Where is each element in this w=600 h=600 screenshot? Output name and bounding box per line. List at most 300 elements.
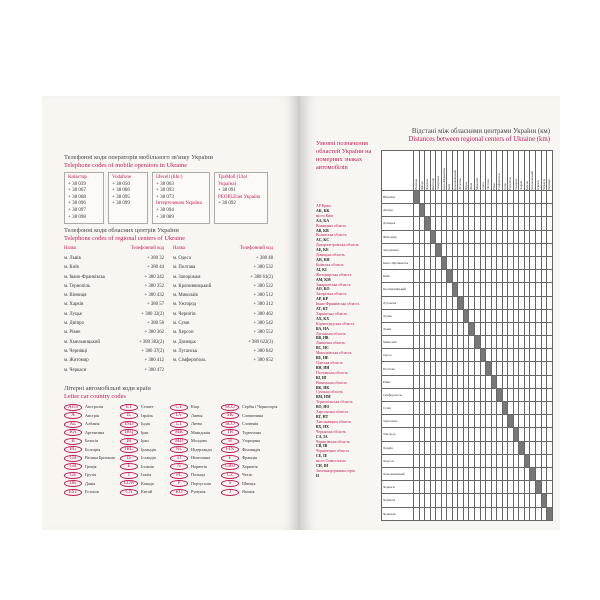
distance-row	[382, 388, 553, 401]
city-code: + 380 652	[253, 358, 273, 364]
country-code-item	[64, 463, 96, 472]
distance-cell	[547, 191, 553, 204]
row-city: Тернопіль	[382, 415, 414, 428]
country-code-item	[64, 429, 104, 438]
country-code: NL	[170, 446, 188, 453]
country-name: Фінляндія	[242, 446, 261, 452]
row-city: Луцьк	[382, 309, 414, 322]
operator-code: + 38 091	[218, 188, 236, 194]
city-code: + 380 342	[144, 274, 164, 280]
column-city: Донецьк	[425, 179, 430, 190]
country-code-item	[120, 471, 151, 480]
row-city: Сімферополь	[382, 388, 414, 401]
region-codes: CH, IH	[316, 464, 329, 469]
region-name: Черкаська область	[316, 429, 346, 434]
regional-row	[173, 328, 273, 337]
distance-cell	[547, 454, 553, 467]
distance-row	[382, 217, 553, 230]
distance-row	[382, 270, 553, 283]
country-code-item	[170, 488, 205, 497]
regional-row	[173, 291, 273, 300]
country-name: Канада	[141, 480, 154, 486]
city-code: + 380 37(2)	[141, 348, 164, 354]
regional-list-right	[173, 254, 273, 366]
distance-row	[382, 204, 553, 217]
country-code-item	[120, 403, 154, 412]
row-city: Рівне	[382, 375, 414, 388]
city-name: м. Донецьк	[173, 339, 196, 345]
country-code-item	[120, 446, 156, 455]
region-codes: BA, HA	[316, 326, 329, 331]
country-name: Аргентина	[85, 429, 105, 435]
distance-row	[382, 507, 553, 520]
regional-row	[173, 310, 273, 319]
city-code: + 380 312	[253, 302, 273, 308]
distance-cell	[547, 270, 553, 283]
distance-cell	[547, 336, 553, 349]
country-code-item	[64, 403, 103, 412]
col-code: Телефонний код	[130, 246, 164, 251]
country-code-item	[221, 454, 257, 463]
plate-item	[316, 449, 359, 459]
distance-cell	[547, 362, 553, 375]
row-city: Черкаси	[382, 481, 414, 494]
operator-name: PEOPLEnet Україна	[218, 194, 261, 200]
column-city: Одеса	[480, 182, 485, 190]
plate-item	[316, 361, 359, 371]
distance-row	[382, 309, 553, 322]
region-name: Запорізька область	[316, 292, 347, 297]
plate-item	[316, 430, 359, 440]
country-name: Норвегія	[191, 463, 207, 469]
row-city: Херсон	[382, 454, 414, 467]
country-code: CN	[120, 489, 138, 496]
regional-title-ua: Телефонні коди обласних центрів України	[64, 227, 179, 234]
region-name: Донецька область	[316, 253, 345, 258]
region-codes: BK, HK	[316, 385, 330, 390]
distance-cell	[547, 375, 553, 388]
region-name: Чернігівська область	[316, 439, 350, 444]
country-code: AUS	[64, 404, 82, 411]
column-city: Миколаїв	[475, 177, 480, 190]
city-name: м. Ужгород	[173, 302, 197, 308]
region-codes: CE, IE	[316, 454, 328, 459]
city-code: + 380 44	[146, 265, 164, 271]
region-name: Хмельницька область	[316, 419, 352, 424]
regional-row	[173, 273, 273, 282]
region-codes: AT, KT	[316, 307, 329, 312]
city-name: м. Черкаси	[64, 367, 87, 373]
country-code: GE	[64, 472, 82, 479]
corner-cell	[382, 151, 414, 191]
regional-header-left	[64, 244, 164, 254]
country-code-item	[221, 480, 255, 489]
row-city: Хмельницький	[382, 467, 414, 480]
region-codes: BT, HT	[316, 414, 329, 419]
country-name: Румунія	[191, 489, 206, 494]
distance-row	[382, 336, 553, 349]
distance-cell	[547, 481, 553, 494]
country-name: Естонія	[85, 489, 99, 494]
country-name: Угорщина	[242, 438, 260, 443]
region-codes: II	[316, 473, 319, 478]
country-code-item	[64, 420, 99, 429]
country-code: EST	[64, 489, 82, 496]
operator-box	[152, 172, 210, 224]
column-city: Запоріжжя	[436, 176, 441, 190]
country-code-item	[221, 429, 261, 438]
regional-row	[173, 254, 273, 263]
country-name: Молдова	[191, 438, 207, 443]
country-code: A	[64, 412, 82, 419]
plate-item	[316, 322, 359, 332]
city-name: м. Суми	[173, 321, 190, 327]
region-name: Полтавська область	[316, 370, 348, 375]
country-name: Македонія	[191, 429, 210, 435]
country-name: Велика Британія	[85, 455, 115, 460]
country-code: P	[170, 480, 188, 487]
regional-row	[64, 273, 164, 282]
regional-row	[173, 347, 273, 356]
city-code: + 380 552	[253, 330, 273, 336]
region-codes: BC, HC	[316, 346, 329, 351]
plate-item	[316, 224, 359, 234]
country-code-item	[64, 471, 96, 480]
plate-item	[316, 440, 359, 450]
country-code-item	[120, 488, 152, 497]
column-header	[547, 151, 553, 191]
country-code: CRO	[221, 463, 239, 470]
country-code: I	[120, 472, 138, 479]
country-name: Сербія і Чорногорія	[242, 404, 278, 409]
regional-list-left	[64, 254, 164, 375]
country-code-item	[170, 437, 207, 446]
region-name: Миколаївська область	[316, 351, 352, 356]
country-code: GR	[64, 463, 82, 470]
country-code-item	[64, 437, 98, 446]
plate-item	[316, 292, 359, 302]
region-codes: AK, KK	[316, 208, 330, 213]
country-code-item	[120, 454, 156, 463]
plate-item	[316, 469, 359, 479]
city-name: м. Львів	[64, 256, 81, 261]
country-name: Польща	[191, 472, 206, 477]
country-code-item	[221, 437, 260, 446]
distance-cell	[547, 428, 553, 441]
regional-row	[173, 356, 273, 365]
country-name: Португалія	[191, 480, 211, 486]
row-city: Київ	[382, 270, 414, 283]
city-name: м. Вінниця	[64, 293, 87, 299]
regional-row	[173, 338, 273, 347]
operator-name: lifecell (life:)	[156, 175, 183, 180]
distance-cell	[547, 283, 553, 296]
distance-cell	[547, 256, 553, 269]
row-city: Івано-Франківськ	[382, 256, 414, 269]
country-code: LV	[170, 412, 188, 419]
country-name: Словаччина	[242, 412, 264, 418]
operator-box	[214, 172, 268, 224]
country-title-ua: Літерні автомобільні коди країн	[64, 385, 151, 392]
city-name: м. Луганськ	[173, 348, 198, 354]
col-name: Назва	[173, 246, 185, 251]
city-code: + 380 622(3)	[247, 339, 273, 345]
city-name: м. Дніпро	[64, 321, 84, 327]
city-name: м. Луцьк	[64, 311, 83, 317]
row-city: Полтава	[382, 362, 414, 375]
region-codes: BH, HH	[316, 365, 330, 370]
country-code: ET	[120, 404, 138, 411]
region-codes: AA, KA	[316, 218, 330, 223]
operator-code: + 38 073	[156, 194, 174, 200]
country-code: FIN	[221, 446, 239, 453]
plate-item	[316, 420, 359, 430]
column-city: Полтава	[486, 179, 491, 190]
distance-table	[381, 150, 553, 521]
city-code: + 380 57	[146, 302, 164, 308]
region-name: Дніпропетровська область	[316, 243, 359, 248]
city-name: м. Миколаїв	[173, 293, 198, 299]
column-city: Чернівці	[547, 178, 552, 190]
region-name: Загальнодержавна серія	[316, 468, 355, 473]
distance-row	[382, 441, 553, 454]
country-code-item	[170, 420, 202, 429]
country-code: SCG	[221, 404, 239, 411]
country-code-item	[120, 463, 154, 472]
plate-item	[316, 253, 359, 263]
regional-title-en: Telephone codes of regional centers of Ukraine	[64, 235, 185, 242]
operator-code: + 38 089	[156, 214, 174, 220]
row-city: Донецьк	[382, 217, 414, 230]
column-city: Херсон	[524, 180, 529, 190]
distance-row	[382, 375, 553, 388]
country-name: Іран	[141, 438, 149, 443]
country-code-item	[221, 463, 258, 472]
country-code: CDN	[120, 480, 138, 487]
operator-code: + 38 092	[218, 201, 236, 207]
region-codes: AX, KX	[316, 316, 330, 321]
column-city: Луцьк	[463, 182, 468, 190]
distance-row	[382, 283, 553, 296]
region-name: Рівненська область	[316, 380, 347, 385]
country-code-item	[120, 437, 149, 446]
region-name: Київська область	[316, 262, 344, 267]
city-name: м. Чернівці	[64, 348, 88, 354]
country-code: DK	[64, 480, 82, 487]
distance-row	[382, 230, 553, 243]
country-code-item	[170, 429, 210, 438]
region-name: Львівська область	[316, 341, 346, 346]
regional-row	[173, 319, 273, 328]
country-code-item	[221, 412, 263, 421]
region-name: Волинська область	[316, 233, 347, 238]
country-name: Болгарія	[85, 446, 101, 452]
distance-cell	[547, 296, 553, 309]
country-code-item	[221, 446, 260, 455]
operator-code: + 38 039	[68, 181, 86, 187]
column-city: Львів	[469, 182, 474, 190]
country-name: Нідерланди	[191, 446, 212, 452]
distance-row	[382, 481, 553, 494]
distance-cell	[547, 467, 553, 480]
distance-cell	[547, 230, 553, 243]
regional-row	[64, 356, 164, 365]
plate-item	[316, 312, 359, 322]
city-name: м. Житомир	[64, 358, 89, 364]
country-name: Грузія	[85, 472, 97, 477]
country-code: RO	[170, 489, 188, 496]
city-code: + 380 61(2)	[250, 274, 273, 280]
distance-cell	[547, 243, 553, 256]
distance-row	[382, 467, 553, 480]
city-name: м. Чернігів	[173, 311, 196, 317]
region-codes: AB, KB	[316, 228, 329, 233]
regional-row	[64, 282, 164, 291]
column-city: Черкаси	[536, 179, 541, 190]
column-city: Кропивницький	[452, 169, 457, 190]
region-codes: AP, KP	[316, 297, 328, 302]
operator-code: + 38 050	[112, 181, 130, 187]
country-name: Єгипет	[141, 404, 154, 409]
country-code: IS	[120, 455, 138, 462]
country-code: E	[120, 463, 138, 470]
country-name: Німеччина	[191, 455, 211, 460]
country-code: SK	[221, 412, 239, 419]
country-code-item	[64, 480, 95, 489]
country-name: Австрія	[85, 412, 99, 418]
city-name: м. Тернопіль	[64, 283, 91, 289]
country-code: PL	[170, 472, 188, 479]
country-code-item	[170, 412, 203, 421]
row-city: Миколаїв	[382, 336, 414, 349]
region-codes: AO, KO	[316, 287, 330, 292]
country-name: Словенія	[242, 421, 259, 426]
country-code: GB	[64, 455, 82, 462]
regional-row	[64, 328, 164, 337]
country-name: Франція	[242, 455, 257, 460]
distance-cell	[547, 494, 553, 507]
plate-item	[316, 243, 359, 253]
distance-row	[382, 402, 553, 415]
operator-code: + 38 096	[68, 201, 86, 207]
city-name: м. Одеса	[173, 256, 191, 261]
distance-cell	[547, 415, 553, 428]
country-code: F	[221, 455, 239, 462]
column-city: Хмельницький	[530, 170, 535, 190]
region-name: Житомирська область	[316, 272, 352, 277]
operator-name: Інтертелеком Україна	[156, 201, 202, 207]
plate-item	[316, 390, 359, 400]
operator-code: + 38 097	[68, 207, 86, 213]
row-city: Ужгород	[382, 428, 414, 441]
col-code: Телефонний код	[239, 246, 273, 251]
region-codes: AC, KC	[316, 238, 330, 243]
country-code: J	[221, 489, 239, 496]
city-name: м. Кропивницький	[173, 283, 212, 289]
operator-code: + 38 067	[68, 188, 86, 194]
country-code-item	[64, 454, 115, 463]
operator-name: ТриМоб (Utel Україна)	[218, 175, 247, 187]
regional-row	[64, 291, 164, 300]
city-code: + 380 512	[253, 293, 273, 299]
country-code-item	[221, 471, 252, 480]
country-name: Албанія	[85, 421, 100, 426]
country-code-item	[221, 488, 254, 497]
column-city: Луганськ	[458, 178, 463, 190]
distance-row	[382, 428, 553, 441]
distance-cell	[547, 402, 553, 415]
column-city: Дніпро	[419, 180, 424, 190]
country-code: AL	[64, 421, 82, 428]
distances-title-en: Distances between regional centers of Ukraine (km)	[408, 136, 550, 143]
country-name: Іспанія	[141, 463, 154, 469]
region-codes: AI, KI	[316, 267, 327, 272]
country-code-item	[170, 403, 199, 412]
row-city: Чернігів	[382, 494, 414, 507]
column-city: Івано-Франківськ	[441, 167, 446, 190]
country-name: Греція	[85, 463, 97, 469]
region-codes: BB, HB	[316, 336, 329, 341]
city-code: + 380 412	[144, 358, 164, 364]
country-code: CZ	[221, 472, 239, 479]
country-name: Швеція	[242, 480, 256, 486]
city-code: + 380 532	[253, 265, 273, 271]
header-row	[382, 151, 553, 191]
operator-code: + 38 099	[112, 201, 130, 207]
region-name: АР Крим	[316, 204, 331, 208]
country-code: LT	[170, 421, 188, 428]
country-code: BG	[64, 446, 82, 453]
distance-row	[382, 349, 553, 362]
regional-row	[173, 282, 273, 291]
country-name: Кіпр	[191, 404, 200, 409]
operator-name: Київстар	[68, 175, 87, 180]
city-code: + 380 352	[144, 283, 164, 289]
distance-row	[382, 256, 553, 269]
distance-row	[382, 243, 553, 256]
country-code-item	[170, 471, 205, 480]
distance-cell	[547, 322, 553, 335]
regional-row	[64, 366, 164, 375]
city-code: + 380 362	[144, 330, 164, 336]
plate-item	[316, 400, 359, 410]
city-code: + 380 432	[144, 293, 164, 299]
plate-item	[316, 332, 359, 342]
city-code: + 380 522	[253, 283, 273, 289]
column-city: Київ	[447, 184, 452, 190]
regional-row	[64, 319, 164, 328]
plate-item	[316, 263, 359, 273]
row-city: Дніпро	[382, 204, 414, 217]
city-code: + 380 542	[253, 321, 273, 327]
region-name: Вінницька область	[316, 223, 347, 228]
row-city: Запоріжжя	[382, 243, 414, 256]
region-name: Чернівецька область	[316, 449, 350, 454]
country-code-item	[170, 480, 211, 489]
country-code: TR	[221, 429, 239, 436]
regional-row	[64, 263, 164, 272]
country-name: Латвія	[191, 412, 203, 418]
country-code-item	[170, 454, 210, 463]
column-city: Чернігів	[541, 179, 546, 190]
distance-cell	[547, 349, 553, 362]
distance-cell	[547, 204, 553, 217]
region-name: Одеська область	[316, 361, 343, 365]
city-code: + 380 382(2)	[138, 339, 164, 345]
distance-row	[382, 191, 553, 204]
column-city: Житомир	[430, 177, 435, 190]
distance-cell	[547, 388, 553, 401]
